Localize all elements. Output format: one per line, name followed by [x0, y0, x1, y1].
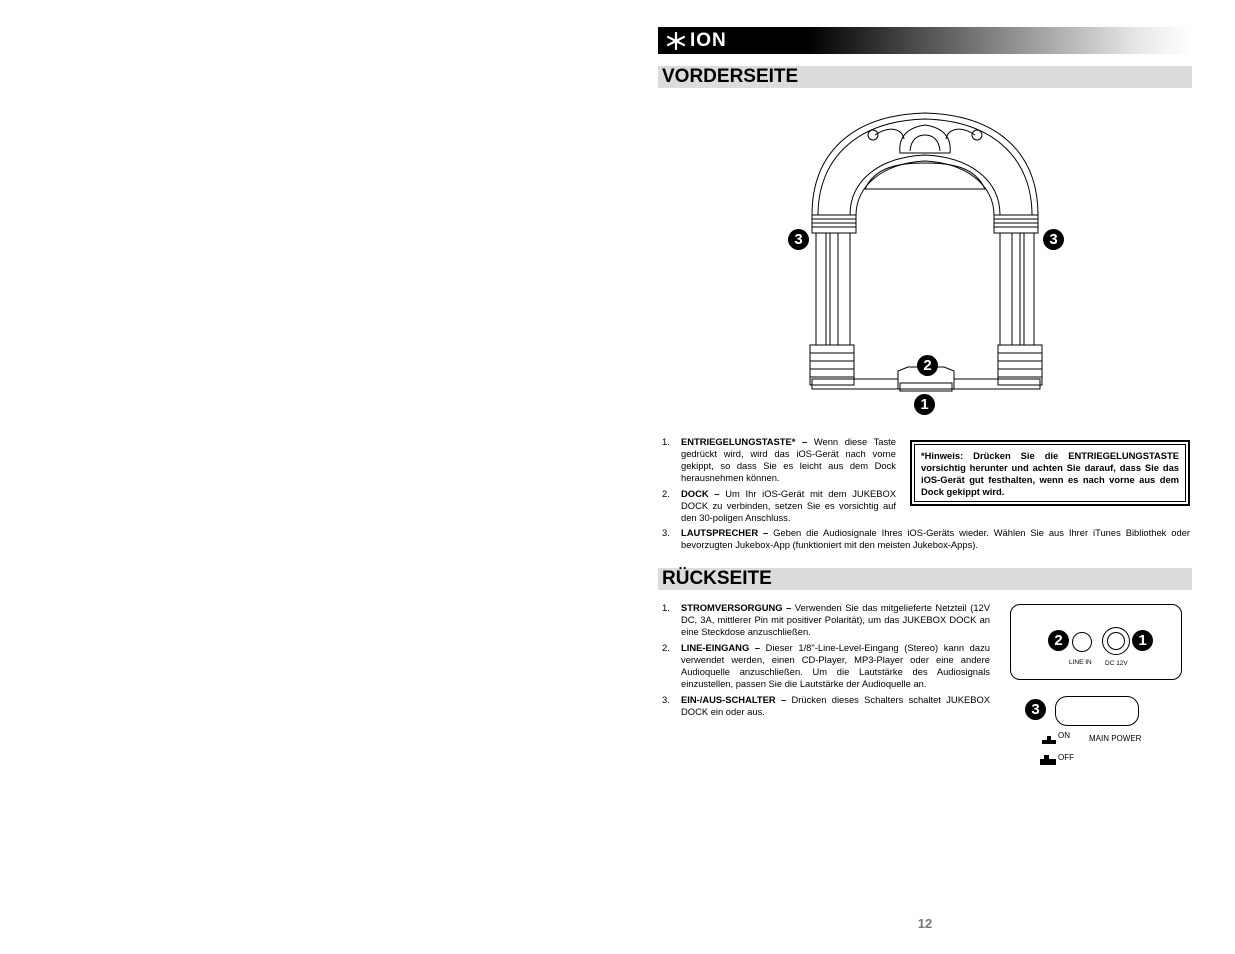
front-item-release: 1. ENTRIEGELUNGSTASTE* – Wenn diese Taste gedrückt wird, wird das iOS-Gerät nach vorne gekippt, so dass Sie es leicht aus dem Dock herausnehmen können. — [662, 436, 896, 483]
rear-line-in-callout: 2 — [1048, 630, 1069, 651]
rear-item-power-switch: 3. EIN-/AUS-SCHALTER – Drücken dieses Schalters schaltet JUKEBOX DOCK ein oder aus. — [662, 694, 991, 717]
dc-jack-inner — [1107, 632, 1125, 650]
switch-off-icon — [1040, 752, 1056, 762]
line-in-jack — [1072, 632, 1092, 652]
front-feature-list-cont — [660, 527, 1190, 555]
switch-on-icon — [1042, 731, 1056, 739]
rear-item-line-in: 2. LINE-EINGANG – Dieser 1/8"-Line-Level-Eingang (Stereo) kann dazu verwendet werden, einen CD-Player, MP3-Player oder eine andere Audioquelle anzuschließen. Um die Lautstärke des Audiosignals einzustellen, passen Sie die Lautstärke der Audioquelle an. — [662, 642, 990, 689]
rear-section-title: RÜCKSEITE — [662, 568, 772, 589]
dc-label: DC 12V — [1105, 660, 1128, 667]
front-speaker-callout-right: 3 — [1043, 229, 1064, 250]
front-feature-list — [660, 436, 896, 528]
front-item-speakers: 3. LAUTSPRECHER – Geben die Audiosignale Ihres iOS-Geräts wieder. Wählen Sie aus Ihrer iTunes Bibliothek oder bevorzugten Jukebox-App (funktioniert mit den meisten Jukebox-Apps). — [662, 527, 1190, 550]
line-in-label: LINE IN — [1069, 659, 1092, 666]
off-label: OFF — [1058, 753, 1074, 762]
front-release-callout: 1 — [914, 394, 935, 415]
rear-section-header — [658, 568, 1192, 590]
rear-switch-callout: 3 — [1025, 699, 1046, 720]
rear-item-power-supply: 1. STROMVERSORGUNG – Verwenden Sie das mitgelieferte Netzteil (12V DC, 3A, mittlerer Pin mit positiver Polarität), um das JUKEBOX DOCK an eine Steckdose anzuschließen. — [662, 602, 990, 637]
front-item-dock: 2. DOCK – Um Ihr iOS-Gerät mit dem JUKEBOX DOCK zu verbinden, setzen Sie es vorsichtig auf den 30-poligen Anschluss. — [662, 488, 897, 523]
brand-header-bar — [658, 27, 1192, 54]
release-note-text: *Hinweis: Drücken Sie die ENTRIEGELUNGSTASTE vorsichtig herunter und achten Sie darauf, dass Sie das iOS-Gerät gut festhalten, wenn es nach vorne aus dem Dock gekippt wird. — [914, 444, 1186, 502]
brand-name: ION — [690, 29, 727, 51]
rear-dc-callout: 1 — [1132, 630, 1153, 651]
rear-feature-list — [660, 602, 990, 722]
front-dock-callout: 2 — [917, 355, 938, 376]
ion-logo — [666, 30, 727, 51]
front-speaker-callout-left: 3 — [788, 229, 809, 250]
front-section-title: VORDERSEITE — [662, 66, 799, 87]
dc-jack-outer — [1102, 627, 1130, 655]
release-note-box — [910, 440, 1190, 506]
page-number: 12 — [917, 916, 933, 931]
rear-panel-diagram — [1010, 604, 1182, 680]
main-power-switch — [1055, 696, 1139, 726]
front-section-header — [658, 66, 1192, 88]
on-label: ON — [1058, 731, 1070, 740]
main-power-label: MAIN POWER — [1089, 734, 1142, 743]
star-burst-icon — [666, 32, 686, 50]
